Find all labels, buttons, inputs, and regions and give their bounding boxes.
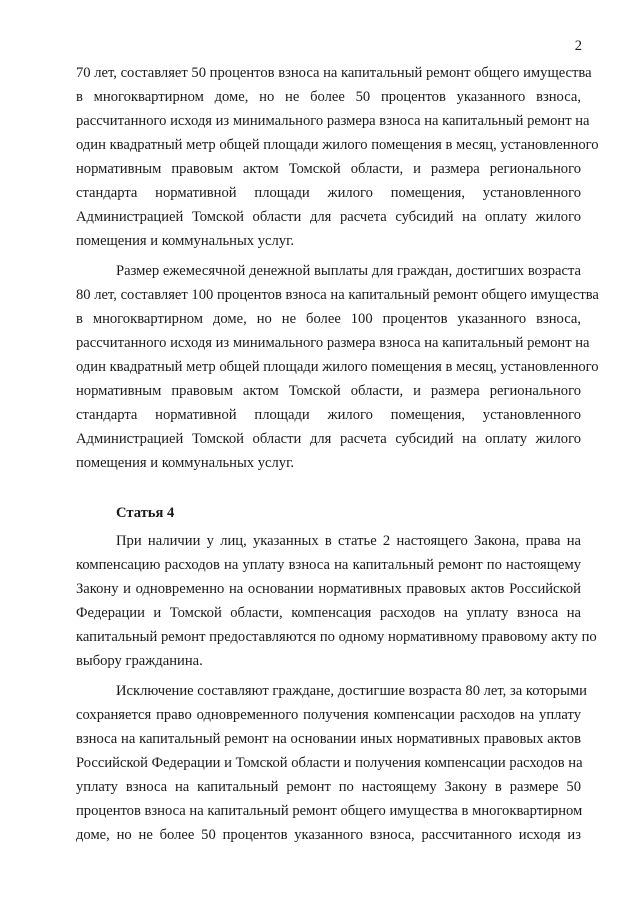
- paragraph-line: Закону и одновременно на основании нормативных правовых актов Российской: [76, 581, 581, 597]
- paragraph-line: помещения и коммунальных услуг.: [76, 233, 295, 249]
- paragraph-line: один квадратный метр общей площади жилого помещения в месяц, установленного: [76, 137, 599, 153]
- article-heading: Статья 4: [116, 505, 175, 521]
- paragraph-line: нормативным правовым актом Томской области, и размера регионального: [76, 383, 581, 399]
- paragraph-line: в многоквартирном доме, но не более 50 процентов указанного взноса,: [76, 89, 581, 105]
- paragraph-line: процентов взноса на капитальный ремонт общего имущества в многоквартирном: [76, 803, 583, 819]
- paragraph-line: рассчитанного исходя из минимального размера взноса на капитальный ремонт на: [76, 113, 590, 129]
- paragraph-line: Российской Федерации и Томской области и получения компенсации расходов на: [76, 755, 583, 771]
- paragraph-line: нормативным правовым актом Томской области, и размера регионального: [76, 161, 581, 177]
- page-number: 2: [574, 38, 582, 54]
- paragraph-line: уплату взноса на капитальный ремонт по настоящему Закону в размере 50: [76, 779, 581, 795]
- paragraph-line: Федерации и Томской области, компенсация расходов на уплату взноса на: [76, 605, 581, 621]
- paragraph-line: Администрацией Томской области для расчета субсидий на оплату жилого: [76, 431, 581, 447]
- paragraph-line: помещения и коммунальных услуг.: [76, 455, 295, 471]
- paragraph-line: стандарта нормативной площади жилого помещения, установленного: [76, 407, 581, 423]
- paragraph-line: При наличии у лиц, указанных в статье 2 настоящего Закона, права на: [116, 533, 581, 549]
- paragraph-line: 70 лет, составляет 50 процентов взноса на капитальный ремонт общего имущества: [76, 65, 592, 81]
- paragraph-line: компенсацию расходов на уплату взноса на капитальный ремонт по настоящему: [76, 557, 581, 573]
- paragraph-line: Размер ежемесячной денежной выплаты для граждан, достигших возраста: [116, 263, 581, 279]
- paragraph-line: Администрацией Томской области для расчета субсидий на оплату жилого: [76, 209, 581, 225]
- paragraph-line: Исключение составляют граждане, достигшие возраста 80 лет, за которыми: [116, 683, 587, 699]
- paragraph-line: стандарта нормативной площади жилого помещения, установленного: [76, 185, 581, 201]
- paragraph-line: сохраняется право одновременного получения компенсации расходов на уплату: [76, 707, 581, 723]
- paragraph-line: 80 лет, составляет 100 процентов взноса на капитальный ремонт общего имущества: [76, 287, 599, 303]
- paragraph-line: рассчитанного исходя из минимального размера взноса на капитальный ремонт на: [76, 335, 590, 351]
- paragraph-line: в многоквартирном доме, но не более 100 процентов указанного взноса,: [76, 311, 581, 327]
- paragraph-line: взноса на капитальный ремонт на основании иных нормативных правовых актов: [76, 731, 581, 747]
- paragraph-line: выбору гражданина.: [76, 653, 203, 669]
- paragraph-line: капитальный ремонт предоставляются по одному нормативному правовому акту по: [76, 629, 597, 645]
- paragraph-line: один квадратный метр общей площади жилого помещения в месяц, установленного: [76, 359, 599, 375]
- paragraph-line: доме, но не более 50 процентов указанного взноса, рассчитанного исходя из: [76, 827, 581, 843]
